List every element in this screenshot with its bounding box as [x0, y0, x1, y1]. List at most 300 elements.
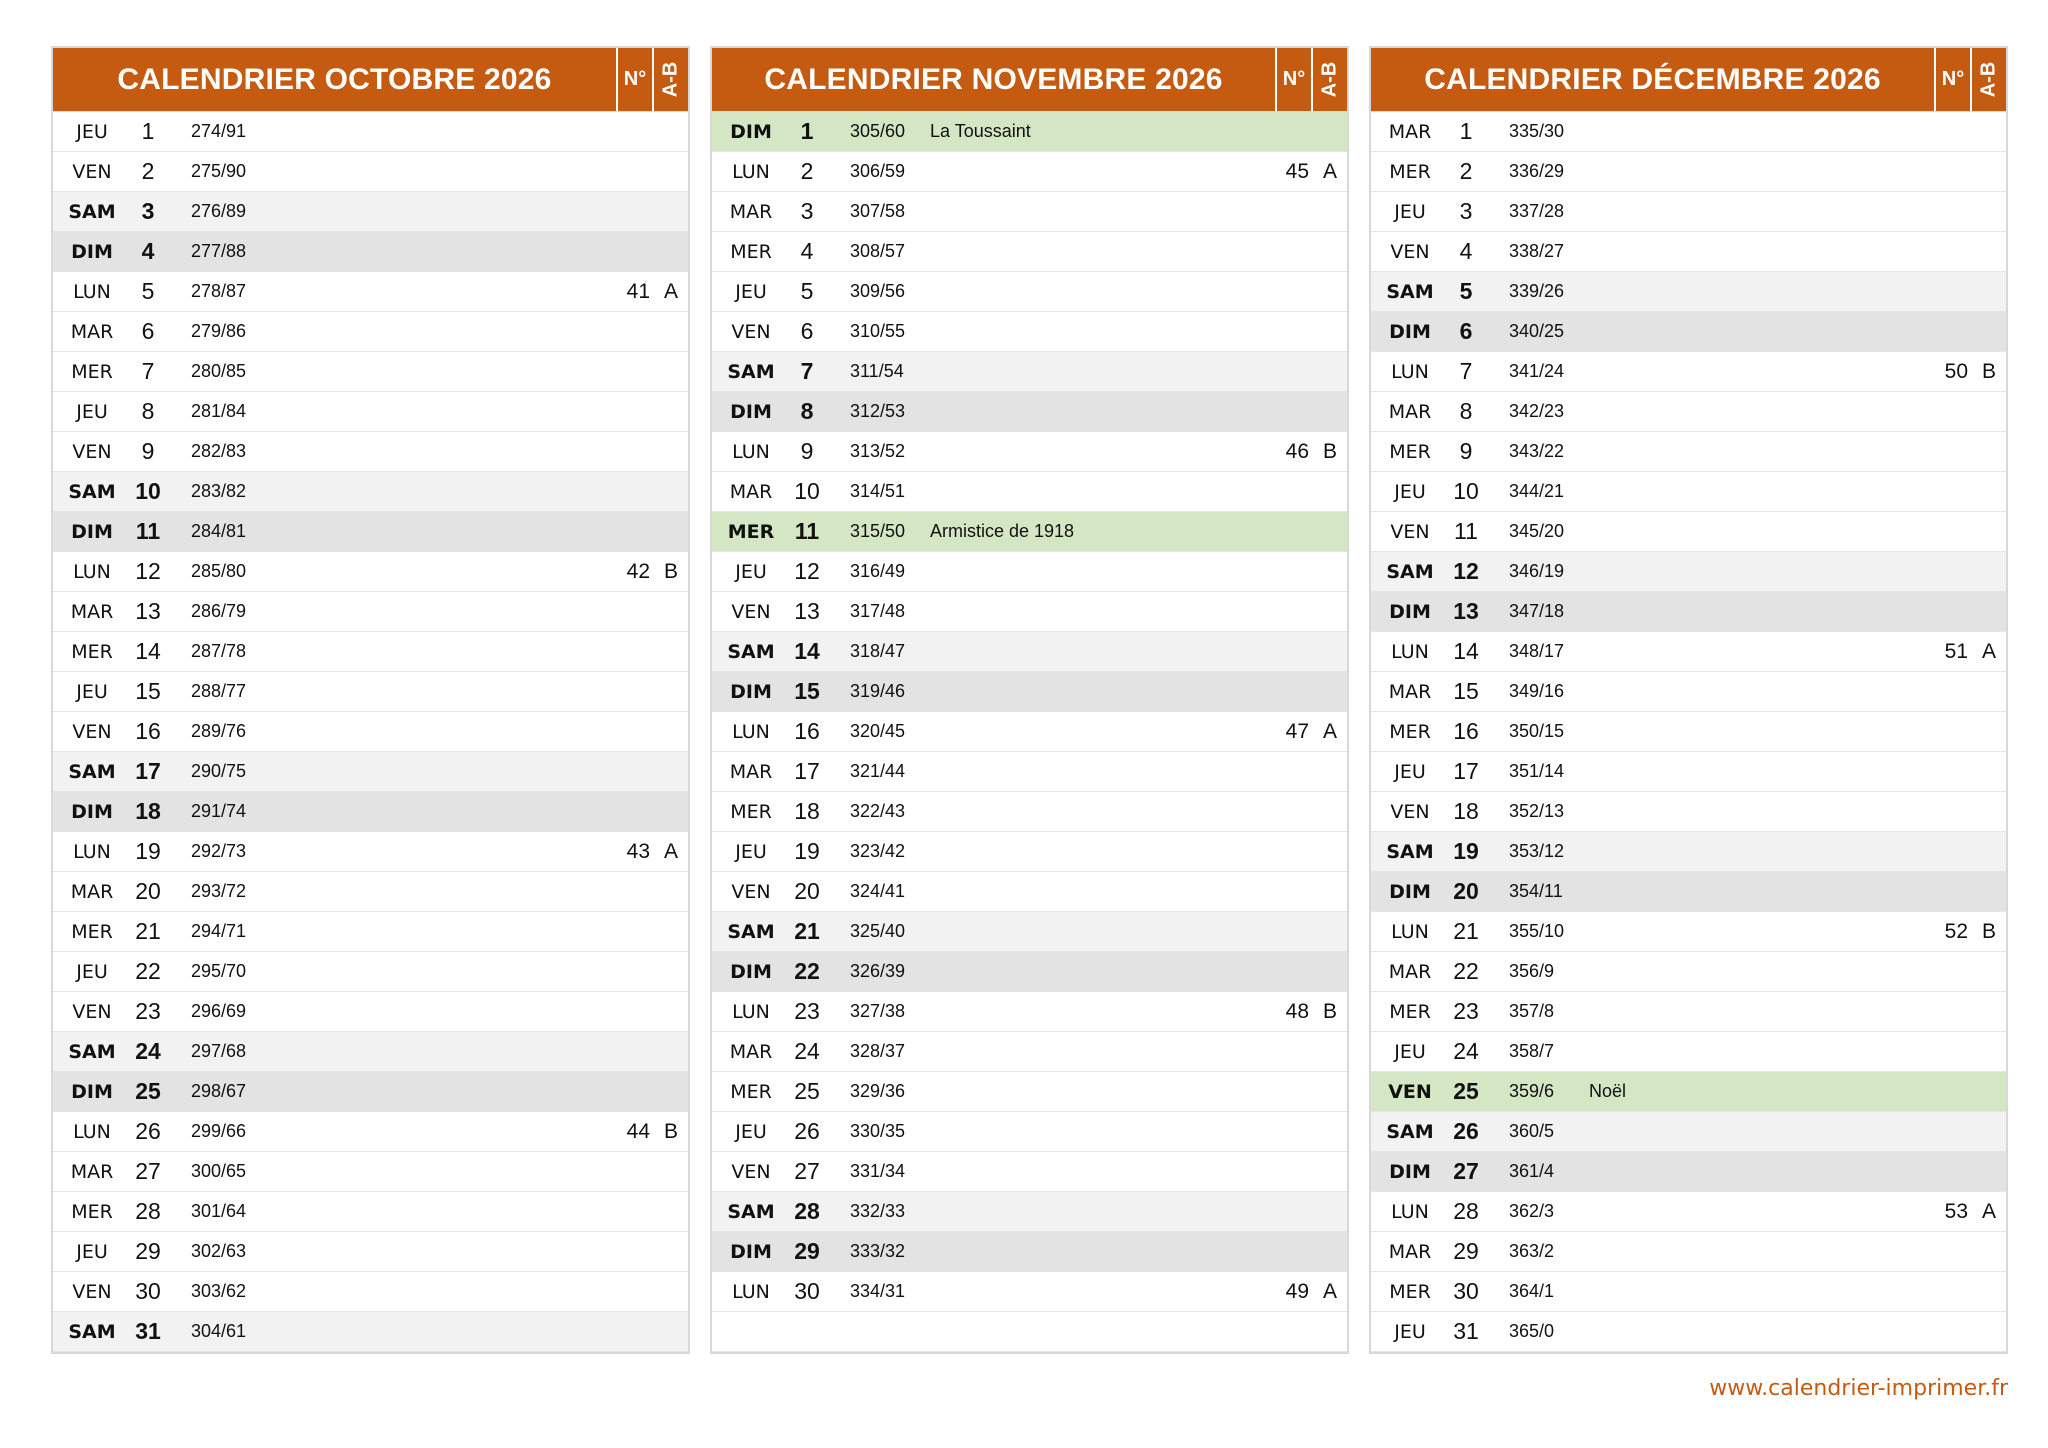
weekday: VEN — [1388, 1080, 1432, 1103]
day-number: 17 — [794, 758, 820, 784]
day-of-year: 338/27 — [1509, 241, 1565, 261]
day-of-year: 335/30 — [1509, 121, 1565, 141]
day-number: 15 — [1453, 678, 1479, 704]
day-number: 29 — [135, 1238, 161, 1264]
day-row — [1371, 992, 2006, 1032]
day-row — [53, 552, 688, 592]
day-row — [1371, 832, 2006, 872]
ab-week: A — [1322, 1279, 1337, 1303]
day-of-year: 296/69 — [191, 1001, 247, 1021]
day-row — [53, 1272, 688, 1312]
month-november — [710, 46, 1349, 1354]
day-number: 28 — [794, 1198, 820, 1224]
day-number: 17 — [135, 758, 161, 784]
month-title: CALENDRIER DÉCEMBRE 2026 — [1424, 62, 1881, 96]
day-of-year: 294/71 — [191, 921, 247, 941]
day-number: 19 — [794, 838, 820, 864]
day-row — [53, 1032, 688, 1072]
weekday: JEU — [76, 1240, 108, 1263]
weekday: LUN — [732, 1000, 770, 1023]
day-of-year: 297/68 — [191, 1041, 247, 1061]
day-row — [53, 472, 688, 512]
day-of-year: 312/53 — [850, 401, 906, 421]
day-of-year: 315/50 — [850, 521, 906, 541]
day-number: 7 — [141, 358, 155, 384]
week-number: 51 — [1944, 639, 1968, 663]
day-of-year: 341/24 — [1509, 361, 1565, 381]
weekday: MAR — [729, 760, 773, 783]
day-number: 20 — [1453, 878, 1479, 904]
day-of-year: 354/11 — [1509, 881, 1563, 901]
day-number: 6 — [141, 318, 155, 344]
day-number: 3 — [800, 198, 814, 224]
day-row — [1371, 552, 2006, 592]
day-number: 12 — [794, 558, 820, 584]
weekday: LUN — [73, 840, 111, 863]
weekday: SAM — [727, 360, 775, 383]
day-of-year: 359/6 — [1509, 1081, 1555, 1101]
day-number: 14 — [794, 638, 820, 664]
day-list — [53, 112, 688, 1352]
day-of-year: 326/39 — [850, 961, 906, 981]
day-of-year: 329/36 — [850, 1081, 906, 1101]
weekday: MAR — [729, 480, 773, 503]
day-of-year: 290/75 — [191, 761, 247, 781]
day-number: 11 — [135, 518, 161, 544]
day-row — [712, 1232, 1347, 1272]
day-number: 22 — [135, 958, 161, 984]
day-of-year: 349/16 — [1509, 681, 1565, 701]
day-row — [53, 992, 688, 1032]
day-of-year: 358/7 — [1509, 1041, 1555, 1061]
day-of-year: 360/5 — [1509, 1121, 1555, 1141]
day-row — [1371, 792, 2006, 832]
day-number: 12 — [135, 558, 161, 584]
day-row — [712, 712, 1347, 752]
day-row — [53, 632, 688, 672]
weekday: MAR — [1388, 120, 1432, 143]
day-of-year: 343/22 — [1509, 441, 1565, 461]
weekday: MAR — [1388, 680, 1432, 703]
day-row — [53, 392, 688, 432]
weekday: JEU — [76, 400, 108, 423]
day-of-year: 334/31 — [850, 1281, 906, 1301]
day-number: 27 — [1453, 1158, 1479, 1184]
day-of-year: 336/29 — [1509, 161, 1565, 181]
week-number: 49 — [1285, 1279, 1309, 1303]
day-number: 16 — [135, 718, 161, 744]
day-row — [712, 1032, 1347, 1072]
weekday: DIM — [730, 120, 772, 143]
day-row — [1371, 392, 2006, 432]
day-row — [53, 752, 688, 792]
day-number: 1 — [141, 118, 155, 144]
day-of-year: 283/82 — [191, 481, 247, 501]
weekday: MAR — [70, 880, 114, 903]
day-number: 28 — [135, 1198, 161, 1224]
weekday: LUN — [732, 440, 770, 463]
weekday: MER — [1389, 1000, 1431, 1023]
day-row — [712, 1072, 1347, 1112]
day-row — [712, 832, 1347, 872]
day-row — [712, 432, 1347, 472]
weekday: DIM — [71, 240, 113, 263]
day-of-year: 314/51 — [850, 481, 906, 501]
day-row — [712, 632, 1347, 672]
holiday-label: Armistice de 1918 — [930, 521, 1075, 541]
day-row — [53, 192, 688, 232]
day-row — [712, 152, 1347, 192]
day-of-year: 303/62 — [191, 1281, 247, 1301]
day-row — [53, 432, 688, 472]
day-of-year: 288/77 — [191, 681, 247, 701]
day-row — [712, 752, 1347, 792]
day-number: 2 — [800, 158, 814, 184]
day-number: 19 — [1453, 838, 1479, 864]
day-number: 26 — [135, 1118, 161, 1144]
day-row — [712, 1272, 1347, 1312]
day-number: 23 — [1453, 998, 1479, 1024]
day-row — [53, 832, 688, 872]
weekday: LUN — [1391, 1200, 1429, 1223]
day-number: 13 — [1453, 598, 1479, 624]
day-of-year: 305/60 — [850, 121, 906, 141]
day-row — [712, 592, 1347, 632]
weekday: MER — [71, 640, 113, 663]
day-number: 24 — [1453, 1038, 1479, 1064]
day-of-year: 344/21 — [1509, 481, 1565, 501]
weekday: MER — [730, 1080, 772, 1103]
weekday: SAM — [727, 640, 775, 663]
day-row — [1371, 1072, 2006, 1112]
day-of-year: 319/46 — [850, 681, 906, 701]
weekday: DIM — [71, 1080, 113, 1103]
month-header — [712, 48, 1347, 112]
day-of-year: 350/15 — [1509, 721, 1565, 741]
ab-week: A — [1981, 1199, 1996, 1223]
day-of-year: 295/70 — [191, 961, 247, 981]
day-row — [712, 912, 1347, 952]
day-number: 23 — [135, 998, 161, 1024]
day-of-year: 355/10 — [1509, 921, 1565, 941]
day-number: 1 — [800, 118, 814, 144]
ab-week: B — [1981, 359, 1996, 383]
day-number: 11 — [794, 518, 820, 544]
day-row — [712, 272, 1347, 312]
day-row — [712, 392, 1347, 432]
day-number: 12 — [1453, 558, 1479, 584]
weekday: DIM — [730, 680, 772, 703]
day-row — [712, 312, 1347, 352]
weekday: MAR — [729, 1040, 773, 1063]
day-row — [1371, 912, 2006, 952]
ab-week: A — [1322, 719, 1337, 743]
weekday: VEN — [72, 160, 112, 183]
weekday: DIM — [71, 800, 113, 823]
day-number: 13 — [794, 598, 820, 624]
day-of-year: 348/17 — [1509, 641, 1565, 661]
day-row — [53, 952, 688, 992]
day-row — [1371, 952, 2006, 992]
day-of-year: 316/49 — [850, 561, 906, 581]
day-of-year: 277/88 — [191, 241, 247, 261]
day-of-year: 275/90 — [191, 161, 247, 181]
day-of-year: 347/18 — [1509, 601, 1565, 621]
day-number: 24 — [135, 1038, 161, 1064]
day-of-year: 328/37 — [850, 1041, 906, 1061]
footer-url[interactable]: www.calendrier-imprimer.fr — [1709, 1376, 2008, 1401]
ab-week-header: A-B — [1970, 48, 2006, 111]
day-row — [1371, 192, 2006, 232]
day-of-year: 317/48 — [850, 601, 906, 621]
day-list — [712, 112, 1347, 1352]
weekday: MAR — [1388, 400, 1432, 423]
day-of-year: 318/47 — [850, 641, 906, 661]
day-row — [53, 232, 688, 272]
day-number: 21 — [135, 918, 161, 944]
ab-week-header: A-B — [652, 48, 688, 111]
day-row — [1371, 432, 2006, 472]
day-row — [53, 872, 688, 912]
week-number: 48 — [1285, 999, 1309, 1023]
weekday: DIM — [1389, 600, 1431, 623]
week-number: 42 — [626, 559, 650, 583]
day-number: 30 — [1453, 1278, 1479, 1304]
month-october — [51, 46, 690, 1354]
day-number: 16 — [794, 718, 820, 744]
weekday: MER — [1389, 720, 1431, 743]
weekday: MAR — [70, 320, 114, 343]
day-of-year: 298/67 — [191, 1081, 247, 1101]
day-of-year: 278/87 — [191, 281, 247, 301]
day-number: 13 — [135, 598, 161, 624]
day-number: 7 — [1459, 358, 1473, 384]
day-of-year: 346/19 — [1509, 561, 1565, 581]
day-number: 25 — [135, 1078, 161, 1104]
day-number: 8 — [1459, 398, 1473, 424]
weekday: JEU — [735, 280, 767, 303]
day-of-year: 311/54 — [850, 361, 904, 381]
day-number: 26 — [1453, 1118, 1479, 1144]
day-row — [1371, 472, 2006, 512]
day-row — [1371, 592, 2006, 632]
day-of-year: 310/55 — [850, 321, 906, 341]
weekday: MER — [71, 1200, 113, 1223]
day-list — [1371, 112, 2006, 1352]
weekday: VEN — [72, 1280, 112, 1303]
day-of-year: 339/26 — [1509, 281, 1565, 301]
day-row — [712, 352, 1347, 392]
day-number: 20 — [135, 878, 161, 904]
day-number: 3 — [141, 198, 155, 224]
day-of-year: 362/3 — [1509, 1201, 1555, 1221]
day-row — [53, 712, 688, 752]
day-row — [712, 512, 1347, 552]
weekday: SAM — [1386, 560, 1434, 583]
holiday-label: La Toussaint — [930, 121, 1031, 141]
week-number-header: N° — [1275, 48, 1311, 111]
day-row — [712, 872, 1347, 912]
day-row — [1371, 152, 2006, 192]
day-row — [53, 1192, 688, 1232]
day-row — [712, 1152, 1347, 1192]
day-of-year: 330/35 — [850, 1121, 906, 1141]
day-of-year: 280/85 — [191, 361, 247, 381]
weekday: JEU — [76, 680, 108, 703]
day-row — [1371, 312, 2006, 352]
day-number: 4 — [1459, 238, 1473, 264]
day-of-year: 309/56 — [850, 281, 906, 301]
day-of-year: 286/79 — [191, 601, 247, 621]
day-of-year: 285/80 — [191, 561, 247, 581]
day-row — [53, 1112, 688, 1152]
day-number: 9 — [141, 438, 155, 464]
ab-week: B — [663, 559, 678, 583]
day-number: 9 — [1459, 438, 1473, 464]
day-of-year: 282/83 — [191, 441, 247, 461]
weekday: VEN — [731, 880, 771, 903]
month-title: CALENDRIER OCTOBRE 2026 — [117, 62, 552, 96]
week-number: 45 — [1285, 159, 1309, 183]
ab-week: A — [663, 279, 678, 303]
weekday: MER — [730, 800, 772, 823]
weekday: MER — [71, 360, 113, 383]
day-row — [712, 792, 1347, 832]
day-number: 29 — [1453, 1238, 1479, 1264]
day-number: 23 — [794, 998, 820, 1024]
weekday: MER — [727, 520, 775, 543]
weekday: MER — [730, 240, 772, 263]
day-of-year: 361/4 — [1509, 1161, 1555, 1181]
day-row — [712, 232, 1347, 272]
day-row — [53, 592, 688, 632]
day-of-year: 363/2 — [1509, 1241, 1555, 1261]
weekday: MAR — [70, 600, 114, 623]
day-number: 1 — [1459, 118, 1473, 144]
weekday: SAM — [68, 1320, 116, 1343]
day-row — [1371, 1192, 2006, 1232]
day-number: 10 — [135, 478, 161, 504]
day-of-year: 307/58 — [850, 201, 906, 221]
day-number: 10 — [794, 478, 820, 504]
day-of-year: 337/28 — [1509, 201, 1565, 221]
day-of-year: 302/63 — [191, 1241, 247, 1261]
day-number: 22 — [1453, 958, 1479, 984]
week-number: 50 — [1944, 359, 1968, 383]
weekday: JEU — [76, 960, 108, 983]
day-of-year: 364/1 — [1509, 1281, 1555, 1301]
day-of-year: 333/32 — [850, 1241, 906, 1261]
day-number: 8 — [800, 398, 814, 424]
week-number: 47 — [1285, 719, 1309, 743]
day-row — [1371, 232, 2006, 272]
weekday: VEN — [72, 440, 112, 463]
day-of-year: 289/76 — [191, 721, 247, 741]
day-of-year: 356/9 — [1509, 961, 1555, 981]
ab-week: A — [663, 839, 678, 863]
week-number: 44 — [626, 1119, 650, 1143]
weekday: SAM — [1386, 280, 1434, 303]
weekday: DIM — [730, 400, 772, 423]
weekday: VEN — [731, 1160, 771, 1183]
weekday: MER — [71, 920, 113, 943]
weekday: SAM — [68, 200, 116, 223]
day-of-year: 320/45 — [850, 721, 906, 741]
weekday: DIM — [1389, 1160, 1431, 1183]
weekday: LUN — [1391, 360, 1429, 383]
day-number: 25 — [794, 1078, 820, 1104]
day-row — [53, 912, 688, 952]
weekday: SAM — [727, 920, 775, 943]
day-number: 24 — [794, 1038, 820, 1064]
day-number: 11 — [1454, 518, 1478, 544]
week-number: 53 — [1944, 1199, 1968, 1223]
day-number: 18 — [794, 798, 820, 824]
weekday: DIM — [730, 960, 772, 983]
day-of-year: 323/42 — [850, 841, 906, 861]
weekday: DIM — [1389, 880, 1431, 903]
day-row — [53, 792, 688, 832]
day-row — [1371, 1032, 2006, 1072]
day-of-year: 291/74 — [191, 801, 247, 821]
day-number: 20 — [794, 878, 820, 904]
day-number: 15 — [135, 678, 161, 704]
day-of-year: 342/23 — [1509, 401, 1565, 421]
day-number: 17 — [1453, 758, 1479, 784]
day-number: 19 — [135, 838, 161, 864]
weekday: JEU — [1394, 200, 1426, 223]
day-row — [53, 1232, 688, 1272]
holiday-label: Noël — [1589, 1081, 1627, 1101]
ab-week: B — [1322, 999, 1337, 1023]
day-of-year: 321/44 — [850, 761, 906, 781]
day-row — [712, 952, 1347, 992]
weekday: MAR — [1388, 1240, 1432, 1263]
weekday: LUN — [732, 160, 770, 183]
day-row — [1371, 632, 2006, 672]
empty-row — [712, 1312, 1347, 1352]
week-number: 52 — [1944, 919, 1968, 943]
day-of-year: 332/33 — [850, 1201, 906, 1221]
day-number: 4 — [800, 238, 814, 264]
day-row — [712, 1112, 1347, 1152]
day-row — [712, 472, 1347, 512]
day-row — [712, 112, 1347, 152]
day-number: 21 — [1453, 918, 1479, 944]
weekday: MAR — [1388, 960, 1432, 983]
day-row — [1371, 752, 2006, 792]
week-number: 43 — [626, 839, 650, 863]
weekday: DIM — [1389, 320, 1431, 343]
day-number: 26 — [794, 1118, 820, 1144]
day-of-year: 331/34 — [850, 1161, 906, 1181]
day-number: 30 — [135, 1278, 161, 1304]
day-number: 22 — [794, 958, 820, 984]
day-row — [712, 992, 1347, 1032]
ab-week-header: A-B — [1311, 48, 1347, 111]
day-of-year: 306/59 — [850, 161, 906, 181]
day-number: 25 — [1453, 1078, 1479, 1104]
day-number: 5 — [141, 278, 155, 304]
day-of-year: 276/89 — [191, 201, 247, 221]
ab-week: B — [663, 1119, 678, 1143]
day-number: 5 — [1459, 278, 1473, 304]
weekday: LUN — [1391, 920, 1429, 943]
day-of-year: 279/86 — [191, 321, 247, 341]
day-number: 18 — [135, 798, 161, 824]
day-of-year: 287/78 — [191, 641, 247, 661]
day-row — [53, 1152, 688, 1192]
